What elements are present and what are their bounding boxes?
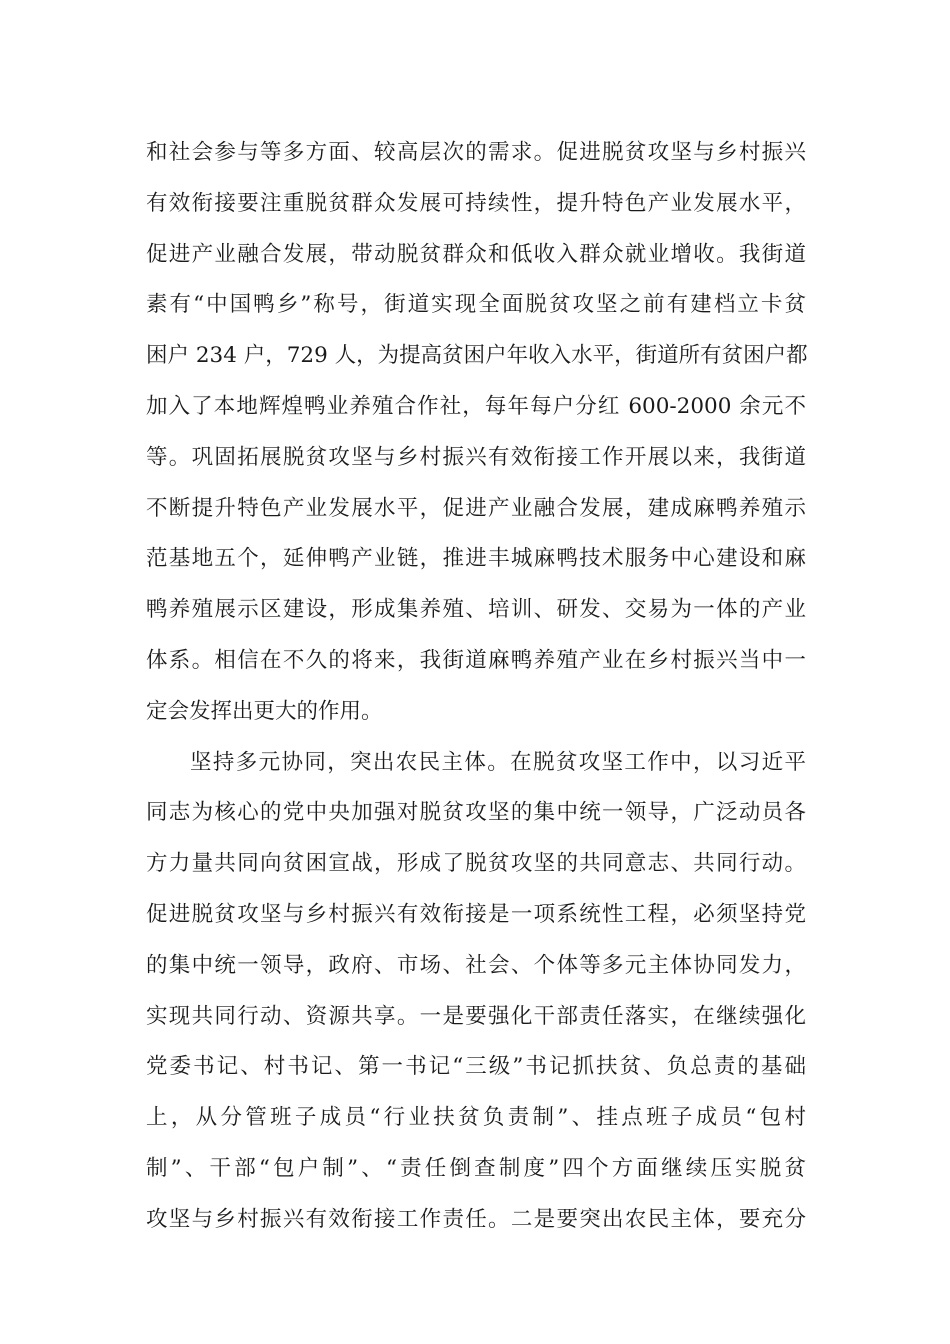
text-line: 同志为核心的党中央加强对脱贫攻坚的集中统一领导，广泛动员各: [146, 800, 806, 826]
text-line: 定会发挥出更大的作用。: [146, 698, 383, 724]
text-line: 攻坚与乡村振兴有效衔接工作责任。二是要突出农民主体，要充分: [146, 1206, 806, 1232]
text-line: 加入了本地辉煌鸭业养殖合作社，每年每户分红 600-2000 余元不: [146, 393, 806, 419]
text-line: 制”、干部“包户制”、“责任倒查制度”四个方面继续压实脱贫: [146, 1155, 806, 1181]
text-line: 有效衔接要注重脱贫群众发展可持续性，提升特色产业发展水平，: [146, 190, 806, 216]
text-line: 范基地五个，延伸鸭产业链，推进丰城麻鸭技术服务中心建设和麻: [146, 546, 806, 572]
text-line: 困户 234 户，729 人，为提高贫困户年收入水平，街道所有贫困户都: [146, 343, 808, 369]
text-line: 不断提升特色产业发展水平，促进产业融合发展，建成麻鸭养殖示: [146, 495, 806, 521]
text-line: 鸭养殖展示区建设，形成集养殖、培训、研发、交易为一体的产业: [146, 597, 806, 623]
text-line: 方力量共同向贫困宣战，形成了脱贫攻坚的共同意志、共同行动。: [146, 851, 806, 877]
document-body: [146, 128, 806, 1246]
paragraph-first-line: 坚持多元协同，突出农民主体。在脱贫攻坚工作中，以习近平: [190, 749, 806, 775]
text-line: 上，从分管班子成员“行业扶贫负责制”、挂点班子成员“包村: [146, 1105, 806, 1131]
text-line: 党委书记、村书记、第一书记“三级”书记抓扶贫、负总责的基础: [146, 1054, 806, 1080]
text-line: 促进脱贫攻坚与乡村振兴有效衔接是一项系统性工程，必须坚持党: [146, 901, 806, 927]
text-line: 实现共同行动、资源共享。一是要强化干部责任落实，在继续强化: [146, 1003, 806, 1029]
text-line: 等。巩固拓展脱贫攻坚与乡村振兴有效衔接工作开展以来，我街道: [146, 444, 806, 470]
text-line: 素有“中国鸭乡”称号，街道实现全面脱贫攻坚之前有建档立卡贫: [146, 292, 806, 318]
text-line: 和社会参与等多方面、较高层次的需求。促进脱贫攻坚与乡村振兴: [146, 140, 806, 165]
text-line: 体系。相信在不久的将来，我街道麻鸭养殖产业在乡村振兴当中一: [146, 647, 806, 673]
text-line: 的集中统一领导，政府、市场、社会、个体等多元主体协同发力，: [146, 952, 806, 978]
text-line: 促进产业融合发展，带动脱贫群众和低收入群众就业增收。我街道: [146, 241, 806, 267]
